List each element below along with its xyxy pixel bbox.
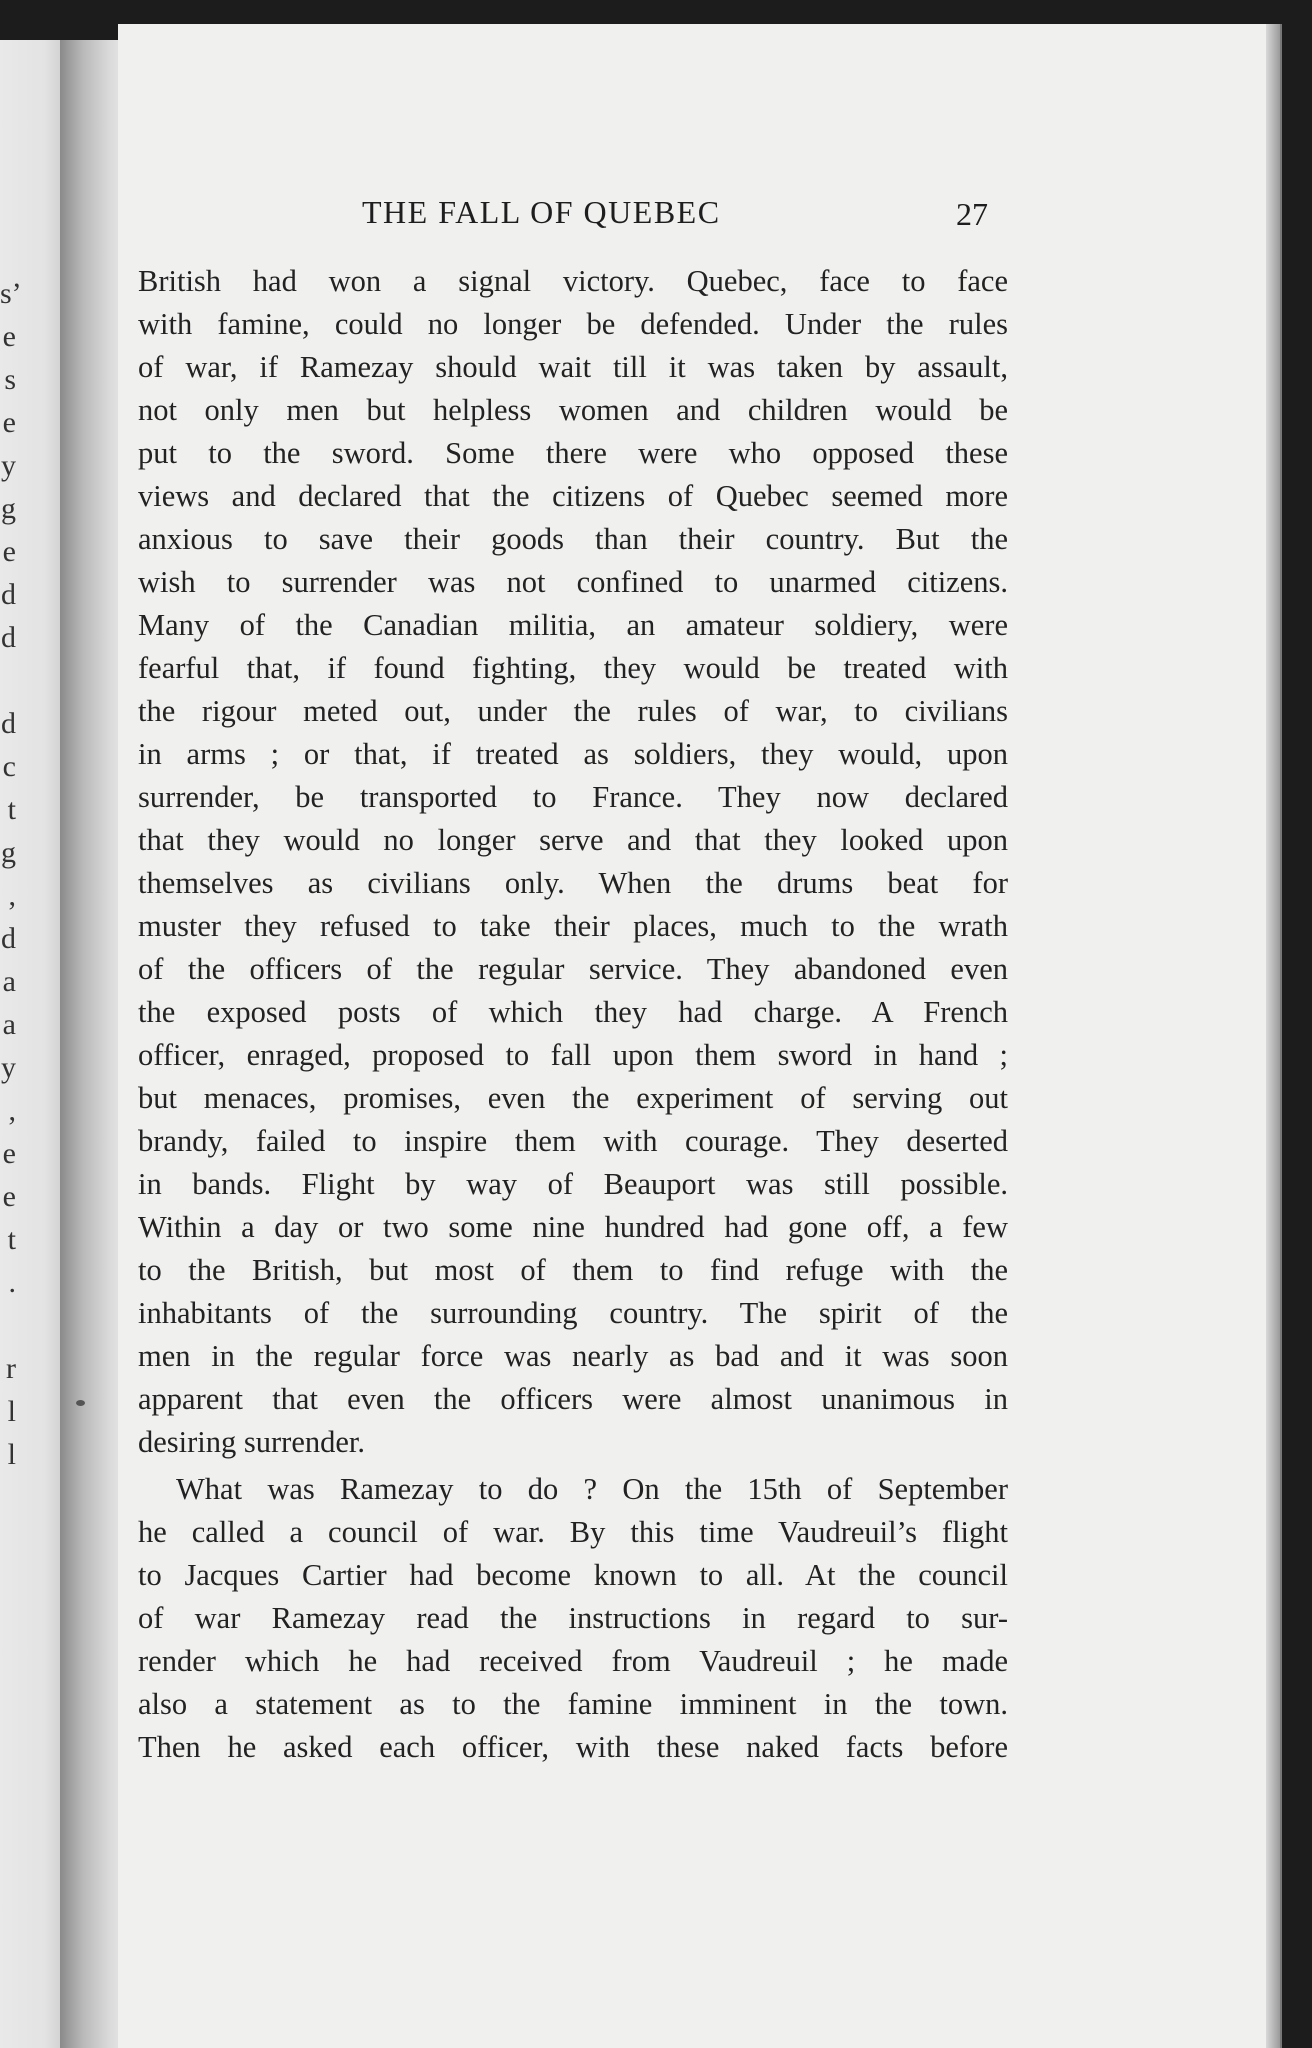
text-line: with famine, could no longer be defended. Under the rules — [138, 307, 1008, 341]
facing-page-fragment: d — [1, 707, 16, 740]
facing-page-fragment: r — [6, 1352, 16, 1385]
facing-page-fragment: y — [1, 449, 16, 482]
text-line: he called a council of war. By this time Vaudreuil’s flight — [138, 1515, 1008, 1549]
text-line: in arms ; or that, if treated as soldiers, they would, upon — [138, 737, 1008, 771]
facing-page-fragment: e — [2, 320, 16, 353]
text-line: anxious to save their goods than their country. But the — [138, 522, 1008, 556]
text-line: of war Ramezay read the instructions in regard to sur- — [138, 1601, 1008, 1635]
text-line: to the British, but most of them to find refuge with the — [138, 1253, 1008, 1287]
facing-page-fragment: e — [2, 406, 16, 439]
text-line: the exposed posts of which they had charge. A French — [138, 995, 1008, 1029]
text-line: to Jacques Cartier had become known to all. At the council — [138, 1558, 1008, 1592]
book-page — [118, 24, 1280, 2048]
text-line: muster they refused to take their places, much to the wrath — [138, 909, 1008, 943]
facing-page-fragment: s — [4, 363, 16, 396]
text-line: Then he asked each officer, with these naked facts before — [138, 1730, 1008, 1764]
facing-page-fragment: e — [2, 535, 16, 568]
facing-page-text-fragments — [0, 272, 22, 1476]
paragraph — [138, 260, 1008, 1464]
text-line: British had won a signal victory. Quebec, face to face — [138, 264, 1008, 298]
running-head: THE FALL OF QUEBEC — [362, 194, 721, 230]
text-line: Within a day or two some nine hundred had gone off, a few — [138, 1210, 1008, 1244]
text-line: brandy, failed to inspire them with courage. They deserted — [138, 1124, 1008, 1158]
text-line: not only men but helpless women and children would be — [138, 393, 1008, 427]
facing-page-fragment: c — [2, 750, 16, 783]
text-line: men in the regular force was nearly as bad and it was soon — [138, 1339, 1008, 1373]
text-line: that they would no longer serve and that they looked upon — [138, 823, 1008, 857]
text-line: of war, if Ramezay should wait till it was taken by assault, — [138, 350, 1008, 384]
text-line: fearful that, if found fighting, they would be treated with — [138, 651, 1008, 685]
paragraph — [138, 1468, 1008, 1769]
facing-page-fragment: d — [1, 922, 16, 955]
facing-page-fragment: l — [7, 1438, 16, 1471]
facing-page-fragment: g — [1, 836, 16, 869]
text-line: wish to surrender was not confined to unarmed citizens. — [138, 565, 1008, 599]
text-line: also a statement as to the famine imminent in the town. — [138, 1687, 1008, 1721]
scan-speck — [76, 1400, 85, 1406]
facing-page-fragment: y — [1, 1051, 16, 1084]
facing-page-fragment: s’ — [0, 277, 22, 310]
text-line: put to the sword. Some there were who opposed these — [138, 436, 1008, 470]
text-line: surrender, be transported to France. They now declared — [138, 780, 1008, 814]
facing-page-fragment: . — [8, 1266, 16, 1299]
facing-page-fragment: t — [7, 793, 16, 826]
body-text — [138, 260, 1008, 1769]
facing-page-fragment: l — [7, 1395, 16, 1428]
facing-page-fragment: a — [2, 1008, 16, 1041]
text-line: inhabitants of the surrounding country. The spirit of the — [138, 1296, 1008, 1330]
facing-page-fragment: , — [8, 1094, 16, 1127]
text-line: the rigour meted out, under the rules of war, to civilians — [138, 694, 1008, 728]
facing-page-fragment: e — [2, 1180, 16, 1213]
text-line: desiring surrender. — [138, 1425, 365, 1459]
text-line: themselves as civilians only. When the drums beat for — [138, 866, 1008, 900]
facing-page-fragment — [0, 1304, 16, 1347]
facing-page-edge — [0, 40, 64, 2048]
text-line: views and declared that the citizens of Quebec seemed more — [138, 479, 1008, 513]
facing-page-fragment: d — [1, 621, 16, 654]
facing-page-fragment — [0, 659, 16, 702]
text-line: of the officers of the regular service. They abandoned even — [138, 952, 1008, 986]
text-line: What was Ramezay to do ? On the 15th of September — [176, 1472, 1008, 1506]
text-line: Many of the Canadian militia, an amateur soldiery, were — [138, 608, 1008, 642]
text-line: officer, enraged, proposed to fall upon them sword in hand ; — [138, 1038, 1008, 1072]
facing-page-fragment: g — [1, 492, 16, 525]
facing-page-fragment: e — [2, 1137, 16, 1170]
text-line: render which he had received from Vaudreuil ; he made — [138, 1644, 1008, 1678]
text-line: in bands. Flight by way of Beauport was still possible. — [138, 1167, 1008, 1201]
facing-page-fragment: d — [1, 578, 16, 611]
facing-page-fragment: t — [7, 1223, 16, 1256]
text-line: apparent that even the officers were almost unanimous in — [138, 1382, 1008, 1416]
page-edge — [1266, 24, 1280, 2048]
facing-page-fragment: , — [8, 879, 16, 912]
page-number: 27 — [956, 196, 988, 232]
text-line: but menaces, promises, even the experiment of serving out — [138, 1081, 1008, 1115]
facing-page-fragment: a — [2, 965, 16, 998]
